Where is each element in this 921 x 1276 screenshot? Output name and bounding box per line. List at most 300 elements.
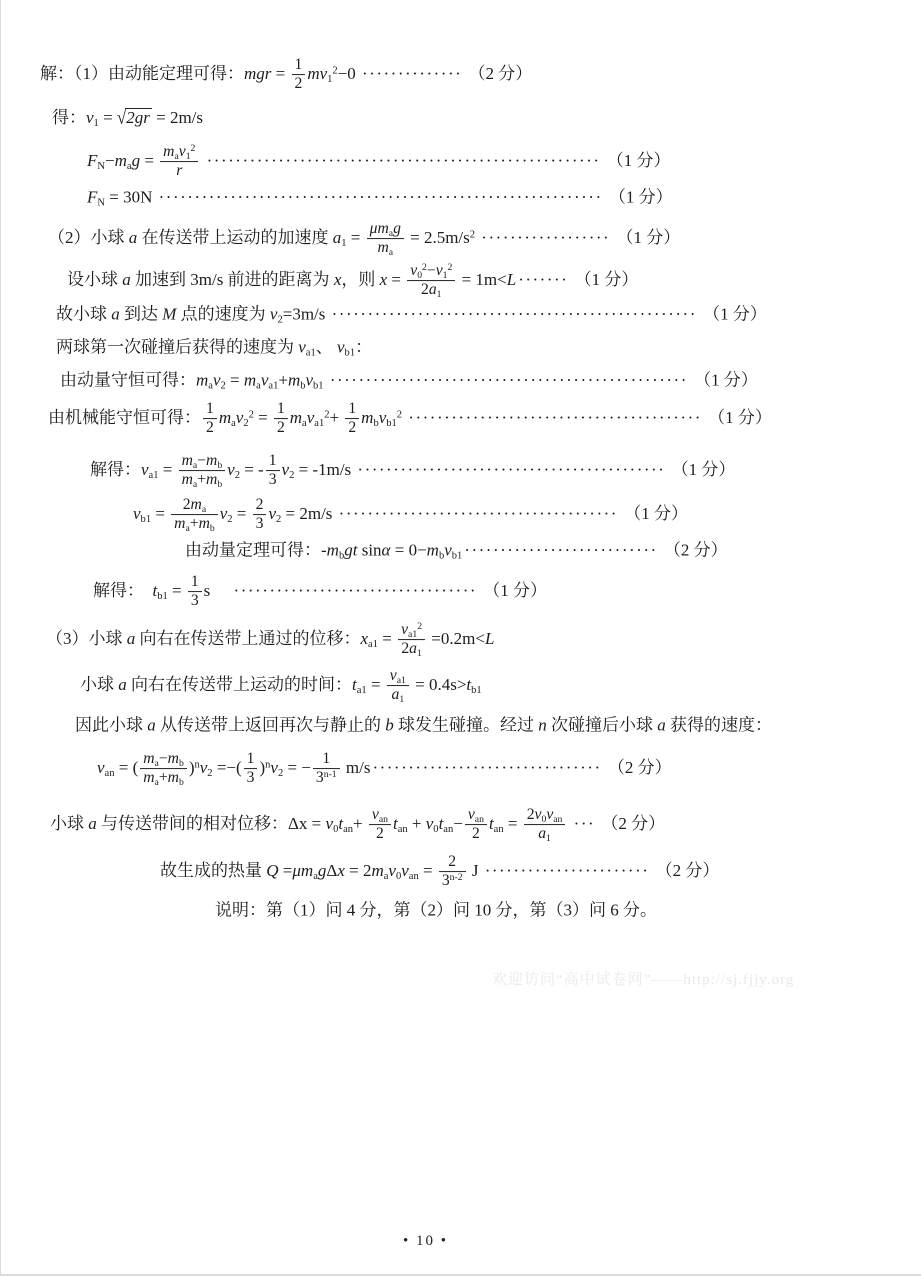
fraction: [171, 497, 218, 533]
text-run: = 0−: [390, 540, 427, 560]
subscript: a1: [305, 347, 316, 359]
subscript: a: [231, 417, 236, 429]
subscript: 2: [234, 469, 240, 481]
text-run: （2 分）: [464, 63, 533, 83]
math-var: m: [163, 143, 175, 161]
subscript: b1: [157, 590, 168, 602]
math-var: m: [114, 150, 127, 170]
dot-leader: ·······················································: [206, 150, 601, 170]
subscript: an: [443, 823, 454, 835]
subscript: an: [104, 767, 115, 779]
math-var: g: [131, 150, 141, 170]
solution-line: [87, 144, 671, 180]
text-run: = 2m/s: [151, 108, 204, 127]
math-var: v: [178, 143, 186, 161]
text-run: 1: [246, 750, 255, 768]
fraction-denominator: [188, 593, 202, 610]
fraction: [244, 751, 258, 787]
fraction-denominator: [160, 163, 198, 180]
text-run: 到达: [119, 304, 163, 324]
text-run: = 1m<: [457, 269, 507, 289]
text-run: =: [151, 503, 170, 523]
fraction-numerator: [266, 453, 280, 471]
text-run: 、: [315, 337, 337, 357]
math-var: L: [506, 269, 517, 289]
superscript: 2: [324, 409, 330, 421]
text-run: 1: [294, 56, 303, 74]
superscript: 2: [469, 229, 476, 241]
subscript: b: [373, 417, 379, 429]
math-var: x: [360, 628, 369, 648]
fraction-numerator: [140, 751, 187, 769]
text-run: 由机械能守恒可得：: [48, 407, 201, 427]
fraction: [313, 751, 340, 787]
math-var: v: [270, 757, 278, 777]
math-var: a: [147, 715, 156, 735]
math-var: m: [143, 750, 155, 768]
fraction-numerator: [524, 807, 566, 825]
math-var: Q: [266, 860, 279, 880]
math-var: a: [657, 715, 666, 735]
math-var: m: [361, 407, 374, 427]
math-var: μm: [369, 220, 389, 238]
subscript: b1: [451, 550, 463, 562]
text-run: 2: [206, 419, 214, 437]
text-run: 向右在传送带上通过的位移：: [135, 628, 361, 648]
text-run: 故生成的热量: [160, 860, 267, 880]
subscript: 1: [327, 73, 333, 85]
fraction: [274, 401, 288, 437]
superscript: 2: [332, 65, 338, 77]
dot-leader: ·········································: [408, 407, 702, 427]
text-run: +: [158, 769, 168, 787]
dot-leader: ······························································: [158, 187, 603, 207]
math-var: t: [466, 674, 472, 694]
subscript: an: [553, 813, 563, 825]
text-run: 从传送带上返回再次与静止的: [155, 715, 386, 735]
text-run: 解得：: [93, 580, 153, 600]
subscript: an: [378, 813, 388, 825]
fraction-denominator: [171, 516, 218, 533]
text-run: −: [105, 150, 115, 170]
fraction-denominator: [313, 770, 340, 787]
superscript: 2: [248, 409, 254, 421]
subscript: a: [388, 247, 394, 259]
text-run: =0.2m<: [427, 628, 485, 648]
subscript: a: [185, 523, 190, 535]
text-run: 1: [276, 400, 285, 418]
fraction-denominator: [524, 826, 566, 843]
fraction-numerator: [203, 401, 217, 419]
math-var: t: [392, 813, 398, 833]
superscript: 2: [190, 143, 196, 155]
solution-line: [87, 187, 673, 209]
subscript: b: [178, 777, 184, 789]
math-var: t: [338, 813, 344, 833]
math-var: v: [235, 407, 244, 427]
math-var: a: [428, 281, 437, 299]
page-number: • 10 •: [403, 1233, 449, 1249]
solution-line: [133, 497, 688, 533]
math-var: m: [174, 515, 186, 533]
fraction: [387, 668, 409, 704]
math-var: m: [371, 860, 384, 880]
text-run: [402, 408, 406, 427]
math-var: m: [167, 769, 179, 787]
subscript: 0: [541, 813, 547, 825]
text-run: ): [259, 757, 266, 777]
math-var: m: [181, 452, 193, 470]
subscript: 2: [276, 513, 282, 525]
subscript: 0: [433, 823, 439, 835]
text-run: s: [203, 580, 232, 600]
text-run: 在传送带上运动的加速度: [137, 227, 333, 247]
text-run: =: [167, 580, 186, 600]
subscript: b1: [313, 380, 324, 392]
math-var: g: [393, 220, 401, 238]
subscript: 2: [289, 469, 295, 481]
text-run: （1 分）: [698, 304, 767, 324]
text-run: =: [158, 459, 177, 479]
math-var: t: [438, 813, 444, 833]
fraction: [439, 854, 466, 890]
math-var: m: [190, 496, 202, 514]
text-run: 2: [182, 496, 191, 514]
text-run: −: [197, 452, 207, 470]
solution-line: [48, 401, 772, 437]
text-run: 2: [421, 281, 429, 299]
subscript: 0: [417, 269, 423, 281]
text-run: 2: [448, 853, 457, 871]
math-var: m: [181, 471, 193, 489]
superscript: n: [194, 759, 200, 771]
subscript: a: [313, 870, 318, 882]
text-run: （1 分）: [619, 503, 688, 523]
solution-line: [52, 106, 204, 129]
math-var: x: [379, 269, 388, 289]
fraction-numerator: [179, 453, 226, 471]
solution-line: [67, 263, 638, 299]
text-run: （2 分）: [597, 813, 666, 833]
fraction-denominator: [398, 641, 425, 658]
subscript: a: [388, 227, 394, 239]
subscript: b1: [140, 513, 152, 525]
subscript: b: [217, 459, 223, 471]
math-var: v: [97, 757, 105, 777]
subscript: b: [217, 479, 223, 491]
fraction: [292, 57, 306, 93]
text-run: 1: [268, 452, 277, 470]
fraction: [253, 497, 267, 533]
subscript: 2: [277, 314, 283, 326]
fraction: [266, 453, 280, 489]
text-run: 获得的速度：: [665, 715, 772, 735]
math-var: v: [546, 806, 554, 824]
subscript: a1: [396, 674, 406, 686]
text-run: sin: [357, 540, 382, 560]
text-run: 2: [526, 806, 535, 824]
text-run: 2: [401, 640, 410, 658]
subscript: b: [438, 550, 445, 562]
math-var: a: [332, 227, 342, 247]
text-run: （2 分）: [603, 757, 672, 777]
fraction-denominator: [140, 770, 187, 787]
subscript: an: [343, 823, 354, 835]
fraction-numerator: [465, 807, 487, 825]
fraction-numerator: [387, 668, 409, 686]
fraction-numerator: [369, 807, 391, 825]
solution-line: [80, 668, 482, 704]
subscript: a: [256, 380, 261, 392]
text-run: −: [158, 750, 168, 768]
math-var: b: [385, 715, 394, 735]
math-var: x: [333, 269, 342, 289]
math-var: a: [126, 628, 136, 648]
math-var: m: [326, 540, 339, 560]
math-var: t: [488, 813, 494, 833]
text-run: +: [278, 370, 288, 390]
subscript: a1: [148, 469, 159, 481]
fraction-numerator: [313, 751, 340, 769]
fraction-denominator: [253, 516, 267, 533]
fraction: [188, 574, 202, 610]
subscript: a: [208, 380, 213, 392]
text-run: 1: [190, 573, 199, 591]
text-run: 小球: [80, 674, 119, 694]
fraction-numerator: [345, 401, 359, 419]
math-var: m: [143, 769, 155, 787]
math-var: μm: [292, 860, 314, 880]
text-run: =: [418, 860, 437, 880]
math-var: M: [162, 304, 177, 324]
text-run: 3: [190, 592, 199, 610]
radical-icon: √: [116, 106, 127, 129]
text-run: 球发生碰撞。经过: [393, 715, 539, 735]
dot-leader: ··············: [362, 63, 463, 83]
text-run: 故小球: [56, 304, 112, 324]
math-var: v: [389, 667, 397, 685]
fraction-numerator: [244, 751, 258, 769]
watermark-text: 欢迎访问“高中试卷网”——http://sj.fjjy.org: [492, 972, 795, 988]
superscript: 2: [447, 262, 453, 274]
text-run: 加速到 3m/s 前进的距离为: [130, 269, 334, 289]
math-var: v: [219, 503, 228, 523]
dot-leader: ··················: [481, 227, 611, 247]
subscript: N: [97, 197, 105, 209]
subscript: 1: [399, 694, 405, 706]
text-run: [324, 371, 328, 390]
math-var: v: [435, 262, 443, 280]
text-run: =: [366, 674, 385, 694]
text-run: 3: [441, 872, 450, 890]
dot-leader: ···········································: [357, 459, 666, 479]
text-run: +: [353, 813, 367, 833]
math-var: a: [391, 686, 400, 704]
subscript: a: [192, 459, 198, 471]
subscript: a1: [268, 380, 279, 392]
math-var: m: [167, 750, 179, 768]
text-run: 3: [315, 769, 324, 787]
dot-leader: ···················································: [331, 304, 697, 324]
fraction-denominator: [266, 472, 280, 489]
text-run: = 30N: [105, 187, 157, 207]
math-var: a: [118, 674, 127, 694]
math-var: a: [122, 269, 131, 289]
fraction: [203, 401, 217, 437]
subscript: a: [201, 503, 207, 515]
subscript: 1: [93, 117, 99, 129]
subscript: a: [154, 777, 159, 789]
text-run: 2: [255, 496, 264, 514]
dot-leader: ··································: [233, 580, 478, 600]
math-var: m: [218, 407, 232, 427]
text-run: = -1m/s: [294, 459, 356, 479]
superscript: n: [265, 759, 271, 771]
math-var: v: [371, 806, 379, 824]
text-run: +: [329, 407, 344, 427]
math-var: n: [538, 715, 547, 735]
math-var: v: [388, 860, 396, 880]
text-run: −0: [337, 63, 361, 83]
text-run: ): [188, 757, 195, 777]
text-run: 小球: [50, 813, 89, 833]
text-run: 2: [276, 419, 285, 437]
text-run: 3: [246, 769, 255, 787]
text-run: 2: [294, 75, 303, 93]
subscript: b1: [471, 684, 482, 696]
fraction-denominator: [367, 240, 404, 257]
subscript: a: [383, 870, 389, 882]
text-run: 两球第一次碰撞后获得的速度为: [56, 337, 299, 357]
math-var: a: [128, 227, 138, 247]
dot-leader: ··················································: [329, 370, 688, 390]
subscript: 1: [185, 150, 191, 162]
fraction: [345, 401, 359, 437]
text-run: 3: [268, 471, 277, 489]
text-run: 向右在传送带上运动的时间：: [126, 674, 352, 694]
solution-line: [215, 902, 657, 919]
subscript: N: [97, 160, 105, 172]
text-run: = 2m/s: [281, 503, 337, 523]
scan-edge-left: [0, 0, 1, 1276]
solution-line: [93, 574, 547, 610]
subscript: b: [209, 523, 215, 535]
text-run: 因此小球: [75, 715, 148, 735]
math-var: v: [425, 813, 434, 833]
math-var: F: [87, 150, 98, 170]
text-run: [200, 151, 204, 170]
math-var: v: [141, 459, 149, 479]
text-run: =: [278, 860, 293, 880]
math-var: a: [88, 813, 97, 833]
subscript: b: [300, 380, 306, 392]
math-var: a: [538, 825, 547, 843]
text-run: 得：: [52, 108, 86, 127]
subscript: 2: [227, 513, 233, 525]
superscript: 2: [396, 409, 403, 421]
text-run: −: [453, 813, 463, 833]
fraction-denominator: [387, 687, 409, 704]
math-var: v: [337, 337, 345, 357]
math-var: v: [199, 757, 208, 777]
subscript: an: [408, 870, 419, 882]
text-run: （1 分）: [479, 580, 548, 600]
text-run: = -: [239, 459, 264, 479]
math-var: m: [206, 452, 218, 470]
superscript: 2: [422, 262, 427, 274]
subscript: a1: [368, 638, 378, 650]
superscript: 2: [417, 621, 423, 633]
fraction-numerator: [188, 574, 202, 592]
math-var: m: [377, 239, 389, 257]
solution-line: [46, 622, 494, 658]
text-run: 1: [206, 400, 214, 418]
fraction: [524, 807, 566, 843]
text-run: （2 分）: [651, 860, 720, 880]
math-var: v: [86, 108, 94, 127]
math-var: t: [352, 674, 357, 694]
text-run: （1 分）: [612, 227, 681, 247]
solution-line: [60, 370, 758, 392]
superscript: n-1: [323, 769, 337, 781]
subscript: 0: [333, 823, 339, 835]
text-run: =: [232, 503, 251, 523]
fraction: [398, 622, 425, 658]
fraction: [407, 263, 455, 299]
subscript: an: [493, 823, 504, 835]
text-run: （2 分）: [659, 540, 728, 560]
fraction-numerator: [439, 854, 466, 872]
dot-leader: ·······: [518, 269, 569, 289]
text-run: =: [140, 150, 159, 170]
dot-leader: ·······················: [484, 860, 650, 880]
fraction-numerator: [407, 263, 455, 281]
superscript: n-2: [449, 872, 463, 884]
text-run: 3: [255, 515, 264, 533]
math-var: gt: [344, 540, 358, 560]
text-run: （3）小球: [46, 628, 127, 648]
subscript: b: [178, 757, 184, 769]
math-var: v: [298, 337, 306, 357]
subscript: 1: [416, 648, 422, 660]
text-run: =: [225, 370, 244, 390]
text-run: 点的速度为: [176, 304, 270, 324]
text-run: 设小球: [67, 269, 123, 289]
text-run: [475, 228, 479, 247]
text-run: =: [271, 63, 290, 83]
solution-line: [56, 304, 767, 326]
fraction-denominator: [407, 282, 455, 299]
subscript: an: [397, 823, 408, 835]
math-var: v: [281, 459, 290, 479]
text-run: J: [467, 860, 483, 880]
fraction-denominator: [179, 472, 226, 489]
fraction-numerator: [292, 57, 306, 75]
math-var: v: [306, 407, 315, 427]
fraction-denominator: [203, 420, 217, 437]
text-run: =: [503, 813, 522, 833]
solution-line: [97, 751, 672, 787]
text-run: = 2: [344, 860, 372, 880]
text-run: =: [98, 108, 117, 127]
math-var: a: [111, 304, 120, 324]
math-var: g: [317, 860, 327, 880]
math-var: m: [289, 407, 303, 427]
math-var: v: [269, 304, 278, 324]
text-run: =: [346, 227, 365, 247]
fraction-denominator: [345, 420, 359, 437]
text-run: （2）小球: [48, 227, 129, 247]
